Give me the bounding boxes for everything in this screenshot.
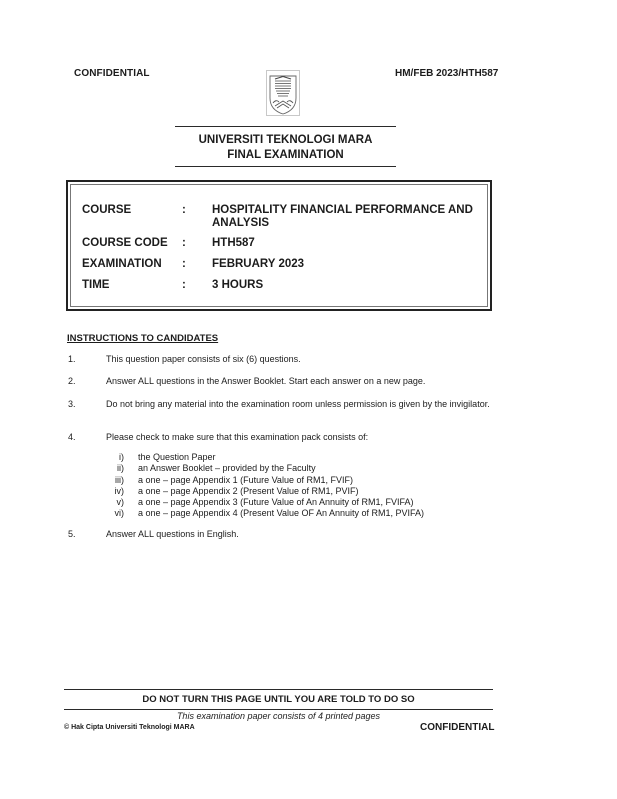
university-crest-icon — [266, 70, 300, 116]
university-name: UNIVERSITI TEKNOLOGI MARA — [198, 134, 373, 146]
info-value: HTH587 — [212, 237, 255, 249]
footer-divider-bottom — [64, 709, 493, 710]
info-label: TIME — [82, 279, 110, 291]
info-row-course-code — [82, 237, 482, 250]
pack-item — [100, 508, 424, 519]
info-colon: : — [182, 279, 186, 291]
footer-confidential-label: CONFIDENTIAL — [420, 722, 495, 733]
instruction-item-1 — [68, 354, 493, 365]
instruction-item-4 — [68, 432, 493, 443]
pack-item — [100, 452, 424, 463]
instruction-number: 2. — [68, 376, 76, 386]
instructions-heading: INSTRUCTIONS TO CANDIDATES — [67, 333, 219, 344]
title-divider-bottom — [175, 166, 396, 167]
exam-pack-list — [100, 452, 424, 520]
pack-item-number: v) — [116, 497, 124, 508]
exam-type: FINAL EXAMINATION — [227, 149, 344, 161]
info-row-time — [82, 279, 482, 292]
pack-item-number: iii) — [115, 474, 124, 485]
info-colon: : — [182, 258, 186, 270]
pack-item — [100, 486, 424, 497]
pack-item-text: a one – page Appendix 3 (Future Value of An Annuity of RM1, FVIFA) — [138, 497, 414, 508]
info-value: FEBRUARY 2023 — [212, 258, 305, 270]
info-value: HOSPITALITY FINANCIAL PERFORMANCE AND ANALYSIS — [212, 204, 473, 229]
info-colon: : — [182, 204, 186, 216]
pack-item-text: an Answer Booklet – provided by the Faculty — [138, 463, 316, 474]
instruction-text: Do not bring any material into the examination room unless permission is given by the invigilator. — [106, 399, 490, 409]
instruction-text: This question paper consists of six (6) questions. — [106, 354, 301, 364]
info-colon: : — [182, 237, 186, 249]
footer-page-count: This examination paper consists of 4 printed pages — [176, 711, 381, 721]
instruction-item-5 — [68, 529, 493, 540]
pack-item — [100, 497, 424, 508]
info-label: COURSE — [82, 204, 132, 216]
instruction-number: 5. — [68, 529, 76, 539]
instruction-item-3 — [68, 399, 493, 410]
info-label: EXAMINATION — [82, 258, 162, 270]
pack-item — [100, 463, 424, 474]
info-label: COURSE CODE — [82, 237, 168, 249]
info-row-examination — [82, 258, 482, 271]
pack-item-text: a one – page Appendix 4 (Present Value OF An Annuity of RM1, PVIFA) — [138, 508, 425, 519]
pack-item-text: a one – page Appendix 1 (Future Value of RM1, FVIF) — [138, 474, 353, 485]
pack-item-number: i) — [119, 452, 124, 462]
course-info-box — [66, 180, 492, 311]
title-divider-top — [175, 126, 396, 127]
pack-item-number: ii) — [117, 463, 124, 474]
instruction-number: 4. — [68, 432, 76, 442]
footer-copyright: © Hak Cipta Universiti Teknologi MARA — [64, 724, 195, 731]
pack-item-number: vi) — [114, 508, 124, 519]
pack-item-text: a one – page Appendix 2 (Present Value of RM1, PVIF) — [138, 485, 359, 496]
instruction-text: Answer ALL questions in the Answer Booklet. Start each answer on a new page. — [106, 376, 426, 386]
instruction-number: 3. — [68, 399, 76, 409]
footer-warning: DO NOT TURN THIS PAGE UNTIL YOU ARE TOLD TO DO SO — [142, 694, 415, 705]
instruction-text: Please check to make sure that this examination pack consists of: — [106, 432, 369, 442]
exam-title-block — [175, 133, 396, 163]
instruction-item-2 — [68, 376, 493, 387]
pack-item-text: the Question Paper — [138, 452, 216, 462]
instruction-text: Answer ALL questions in English. — [106, 529, 239, 539]
footer-divider-top — [64, 689, 493, 690]
info-row-course — [82, 204, 482, 230]
header-confidential-label: CONFIDENTIAL — [74, 68, 150, 79]
pack-item-number: iv) — [114, 485, 124, 496]
pack-item — [100, 475, 424, 486]
instruction-number: 1. — [68, 354, 76, 364]
info-value: 3 HOURS — [212, 279, 264, 291]
header-paper-code: HM/FEB 2023/HTH587 — [395, 68, 499, 79]
